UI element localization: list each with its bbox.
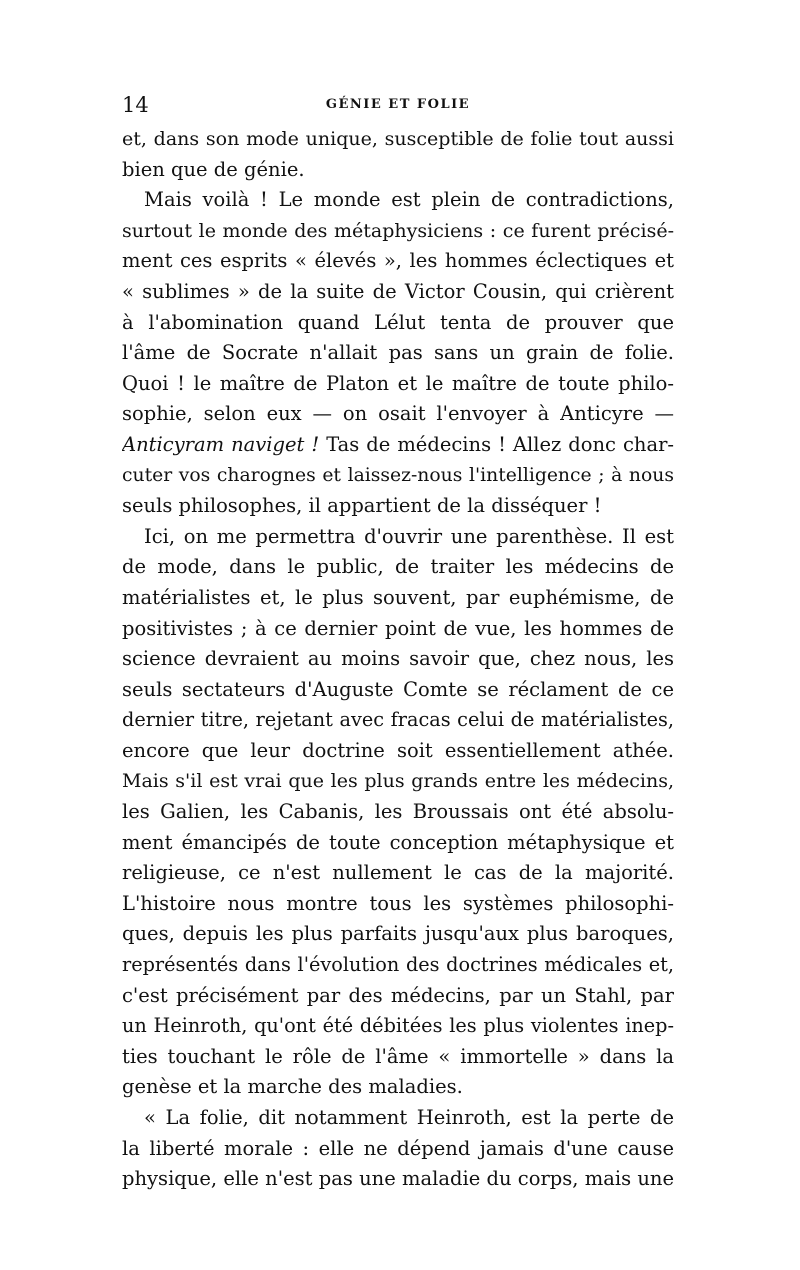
page-number: 14 [122,93,149,117]
text-line: physique, elle n'est pas une maladie du corps, mais une [122,1167,674,1191]
text-line: Quoi ! le maître de Platon et le maître de toute philo- [122,371,674,395]
text-line: « sublimes » de la suite de Victor Cousin, qui crièrent [122,279,674,303]
text-line: de mode, dans le public, de traiter les médecins de [122,555,674,579]
text-line: matérialistes et, le plus souvent, par euphémisme, de [122,585,674,609]
body-text [122,124,674,1195]
text-line: la liberté morale : elle ne dépend jamais d'une cause [122,1136,674,1160]
text-line: un Heinroth, qu'ont été débitées les plus violentes inep- [122,1014,674,1038]
text-line: ques, depuis les plus parfaits jusqu'aux plus baroques, [122,922,674,946]
text-line: encore que leur doctrine soit essentiellement athée. [122,738,674,762]
text-line: et, dans son mode unique, susceptible de folie tout aussi [122,128,674,150]
running-head [122,92,674,118]
text-line: ment émancipés de toute conception métaphysique et [122,830,674,854]
text-line: dernier titre, rejetant avec fracas celui de matérialistes, [122,708,674,732]
text-line: représentés dans l'évolution des doctrines médicales et, [122,953,674,977]
text-line: cuter vos charognes et laissez-nous l'intelligence ; à nous [122,464,674,486]
text-line: Ici, on me permettra d'ouvrir une parenthèse. Il est [144,524,674,548]
text-line: l'âme de Socrate n'allait pas sans un grain de folie. [122,341,674,365]
text-line: ment ces esprits « élevés », les hommes éclectiques et [122,249,674,273]
text-line: science devraient au moins savoir que, chez nous, les [122,647,674,671]
text-line: « La folie, dit notamment Heinroth, est la perte de [144,1106,674,1129]
text-line: sophie, selon eux — on osait l'envoyer à Anticyre — [122,402,674,426]
text-line: religieuse, ce n'est nullement le cas de la majorité. [122,861,674,885]
text-line: à l'abomination quand Lélut tenta de prouver que [122,310,674,334]
text-line: c'est précisément par des médecins, par un Stahl, par [122,983,674,1007]
text-line: surtout le monde des métaphysiciens : ce furent précisé- [122,219,674,242]
text-line: les Galien, les Cabanis, les Broussais ont été absolu- [122,800,674,824]
text-line: bien que de génie. [122,157,305,181]
text-line: genèse et la marche des maladies. [122,1075,463,1099]
text-line: L'histoire nous montre tous les systèmes philosophi- [122,891,674,915]
text-line: positivistes ; à ce dernier point de vue, les hommes de [122,616,674,640]
text-line: Mais voilà ! Le monde est plein de contradictions, [144,188,674,212]
text-line: seuls sectateurs d'Auguste Comte se réclament de ce [122,677,674,701]
text-line: Mais s'il est vrai que les plus grands entre les médecins, [122,770,674,793]
latin-phrase: Anticyram naviget ! [122,432,320,456]
running-title: GÉNIE ET FOLIE [325,97,471,112]
text-line: seuls philosophes, il appartient de la disséquer ! [122,494,602,518]
text-line: ties touchant le rôle de l'âme « immortelle » dans la [122,1044,674,1068]
text-line: Anticyram naviget ! Tas de médecins ! Allez donc char- [122,432,674,456]
